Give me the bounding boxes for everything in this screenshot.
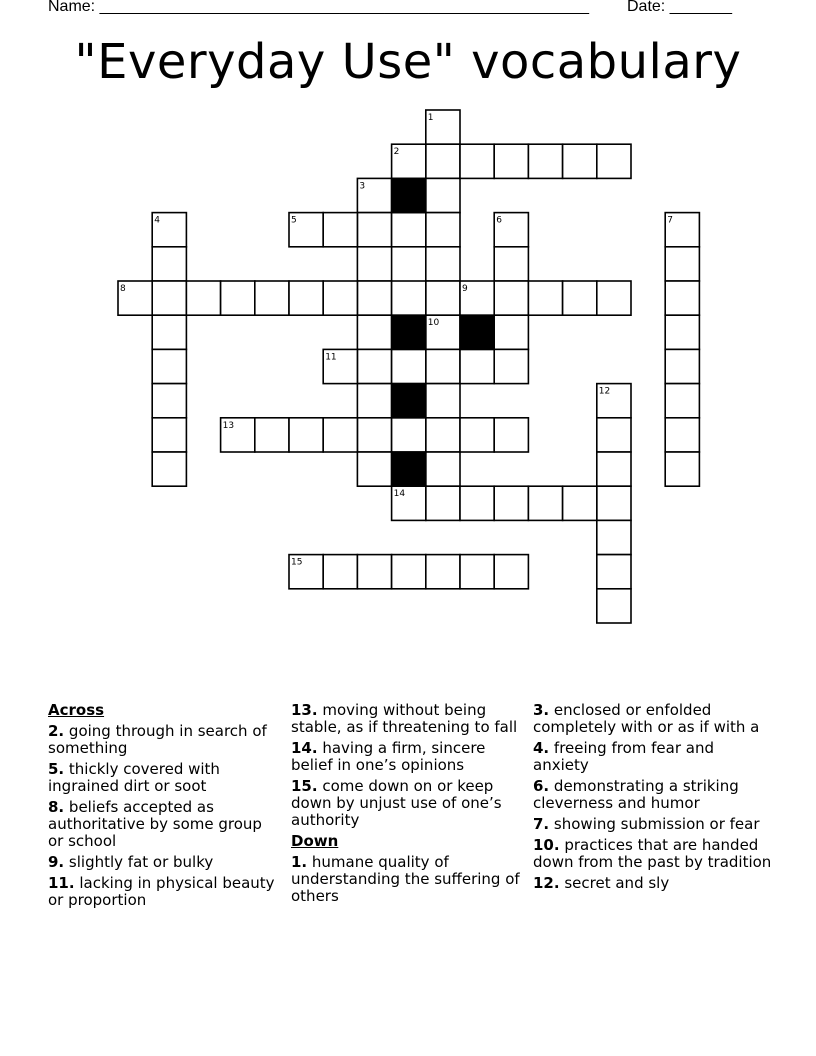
answer-cell[interactable] (118, 281, 152, 315)
answer-cell[interactable] (323, 349, 357, 383)
answer-cell[interactable] (426, 144, 460, 178)
answer-cell[interactable] (357, 178, 391, 212)
answer-cell[interactable] (426, 213, 460, 247)
answer-cell[interactable] (426, 349, 460, 383)
answer-cell[interactable] (597, 452, 631, 486)
answer-cell[interactable] (460, 281, 494, 315)
answer-cell[interactable] (392, 418, 426, 452)
answer-cell[interactable] (597, 144, 631, 178)
answer-cell[interactable] (597, 486, 631, 520)
answer-cell[interactable] (563, 281, 597, 315)
black-cell (460, 315, 494, 349)
across-clue: 14. having a firm, sincere belief in one’s opinions (291, 739, 486, 774)
answer-cell[interactable] (494, 418, 528, 452)
answer-cell[interactable] (426, 178, 460, 212)
clue-number-label: 9 (462, 284, 468, 294)
answer-cell[interactable] (152, 281, 186, 315)
answer-cell[interactable] (323, 555, 357, 589)
answer-cell[interactable] (392, 349, 426, 383)
answer-cell[interactable] (665, 452, 699, 486)
answer-cell[interactable] (460, 144, 494, 178)
down-clue: 3. enclosed or enfolded completely with or as if with a (533, 701, 760, 736)
answer-cell[interactable] (494, 213, 528, 247)
answer-cell[interactable] (255, 281, 289, 315)
answer-cell[interactable] (152, 213, 186, 247)
clue-number-label: 13 (222, 420, 235, 431)
clue-column-2 (291, 702, 521, 909)
answer-cell[interactable] (186, 281, 220, 315)
clue-number-label: 11 (325, 352, 337, 363)
across-clue: 11. lacking in physical beauty or proportion (48, 874, 275, 909)
answer-cell[interactable] (426, 486, 460, 520)
across-clue: 15. come down on or keep down by unjust use of one’s authority (291, 777, 502, 829)
answer-cell[interactable] (221, 281, 255, 315)
across-clue: 9. slightly fat or bulky (48, 853, 214, 871)
down-clue: 4. freeing from fear and anxiety (533, 739, 714, 774)
answer-cell[interactable] (665, 281, 699, 315)
clue-number-label: 15 (291, 557, 303, 568)
answer-cell[interactable] (665, 384, 699, 418)
answer-cell[interactable] (426, 315, 460, 349)
clue-number-label: 10 (427, 318, 440, 329)
date-field-label: Date: _______ (627, 0, 732, 15)
clue-column-3 (533, 702, 773, 896)
answer-cell[interactable] (392, 281, 426, 315)
down-clue: 1. humane quality of understanding the suffering of others (291, 853, 520, 905)
answer-cell[interactable] (323, 281, 357, 315)
down-clue: 7. showing submission or fear (533, 815, 760, 833)
answer-cell[interactable] (392, 213, 426, 247)
answer-cell[interactable] (323, 213, 357, 247)
answer-cell[interactable] (357, 452, 391, 486)
answer-cell[interactable] (426, 247, 460, 281)
clue-column-1 (48, 702, 278, 913)
answer-cell[interactable] (426, 281, 460, 315)
down-clue: 12. secret and sly (533, 874, 670, 892)
clue-number-label: 7 (667, 215, 673, 226)
clue-number-label: 3 (359, 181, 366, 192)
answer-cell[interactable] (357, 213, 391, 247)
answer-cell[interactable] (426, 452, 460, 486)
name-field-label: Name: _______________________________________________________ (48, 0, 589, 15)
answer-cell[interactable] (597, 555, 631, 589)
black-cell (392, 315, 426, 349)
answer-cell[interactable] (597, 520, 631, 554)
answer-cell[interactable] (323, 418, 357, 452)
answer-cell[interactable] (426, 418, 460, 452)
answer-cell[interactable] (152, 349, 186, 383)
answer-cell[interactable] (528, 144, 562, 178)
answer-cell[interactable] (357, 247, 391, 281)
answer-cell[interactable] (460, 555, 494, 589)
answer-cell[interactable] (665, 213, 699, 247)
clue-number-label: 12 (598, 386, 611, 397)
across-clue: 8. beliefs accepted as authoritative by some group or school (48, 798, 262, 850)
down-clue: 10. practices that are handed down from the past by tradition (533, 836, 772, 871)
black-cell (392, 384, 426, 418)
answer-cell[interactable] (392, 555, 426, 589)
answer-cell[interactable] (152, 315, 186, 349)
clue-number-label: 6 (496, 215, 502, 226)
answer-cell[interactable] (152, 452, 186, 486)
across-clue: 2. going through in search of something (48, 722, 267, 757)
answer-cell[interactable] (289, 281, 323, 315)
answer-cell[interactable] (221, 418, 255, 452)
clue-number-label: 5 (291, 215, 297, 226)
answer-cell[interactable] (460, 486, 494, 520)
across-heading: Across (48, 701, 105, 719)
answer-cell[interactable] (597, 589, 631, 623)
clue-number-label: 2 (393, 147, 400, 158)
answer-cell[interactable] (152, 384, 186, 418)
answer-cell[interactable] (357, 418, 391, 452)
across-clue: 5. thickly covered with ingrained dirt or soot (48, 760, 220, 795)
answer-cell[interactable] (357, 315, 391, 349)
answer-cell[interactable] (494, 486, 528, 520)
clue-number-label: 14 (393, 489, 406, 500)
answer-cell[interactable] (289, 555, 323, 589)
answer-cell[interactable] (563, 486, 597, 520)
down-heading: Down (291, 832, 339, 850)
answer-cell[interactable] (426, 555, 460, 589)
answer-cell[interactable] (426, 384, 460, 418)
answer-cell[interactable] (494, 144, 528, 178)
answer-cell[interactable] (460, 349, 494, 383)
answer-cell[interactable] (357, 281, 391, 315)
answer-cell[interactable] (357, 555, 391, 589)
answer-cell[interactable] (426, 110, 460, 144)
clue-number-label: 8 (120, 284, 126, 294)
clue-number-label: 4 (154, 215, 160, 226)
answer-cell[interactable] (665, 418, 699, 452)
answer-cell[interactable] (255, 418, 289, 452)
answer-cell[interactable] (665, 349, 699, 383)
answer-cell[interactable] (392, 144, 426, 178)
answer-cell[interactable] (665, 315, 699, 349)
answer-cell[interactable] (152, 418, 186, 452)
answer-cell[interactable] (460, 418, 494, 452)
answer-cell[interactable] (152, 247, 186, 281)
answer-cell[interactable] (289, 418, 323, 452)
answer-cell[interactable] (494, 315, 528, 349)
answer-cell[interactable] (597, 418, 631, 452)
answer-cell[interactable] (357, 384, 391, 418)
across-clue: 13. moving without being stable, as if threatening to fall (291, 701, 518, 736)
black-cell (392, 452, 426, 486)
clue-number-label: 1 (427, 113, 434, 123)
answer-cell[interactable] (392, 486, 426, 520)
answer-cell[interactable] (289, 213, 323, 247)
answer-cell[interactable] (494, 281, 528, 315)
page-title: "Everyday Use" vocabulary (74, 34, 742, 90)
answer-cell[interactable] (494, 555, 528, 589)
answer-cell[interactable] (528, 486, 562, 520)
answer-cell[interactable] (563, 144, 597, 178)
down-clue: 6. demonstrating a striking cleverness and humor (533, 777, 739, 812)
answer-cell[interactable] (597, 384, 631, 418)
answer-cell[interactable] (494, 349, 528, 383)
answer-cell[interactable] (528, 281, 562, 315)
black-cell (392, 178, 426, 212)
answer-cell[interactable] (665, 247, 699, 281)
answer-cell[interactable] (597, 281, 631, 315)
answer-cell[interactable] (494, 247, 528, 281)
answer-cell[interactable] (357, 349, 391, 383)
